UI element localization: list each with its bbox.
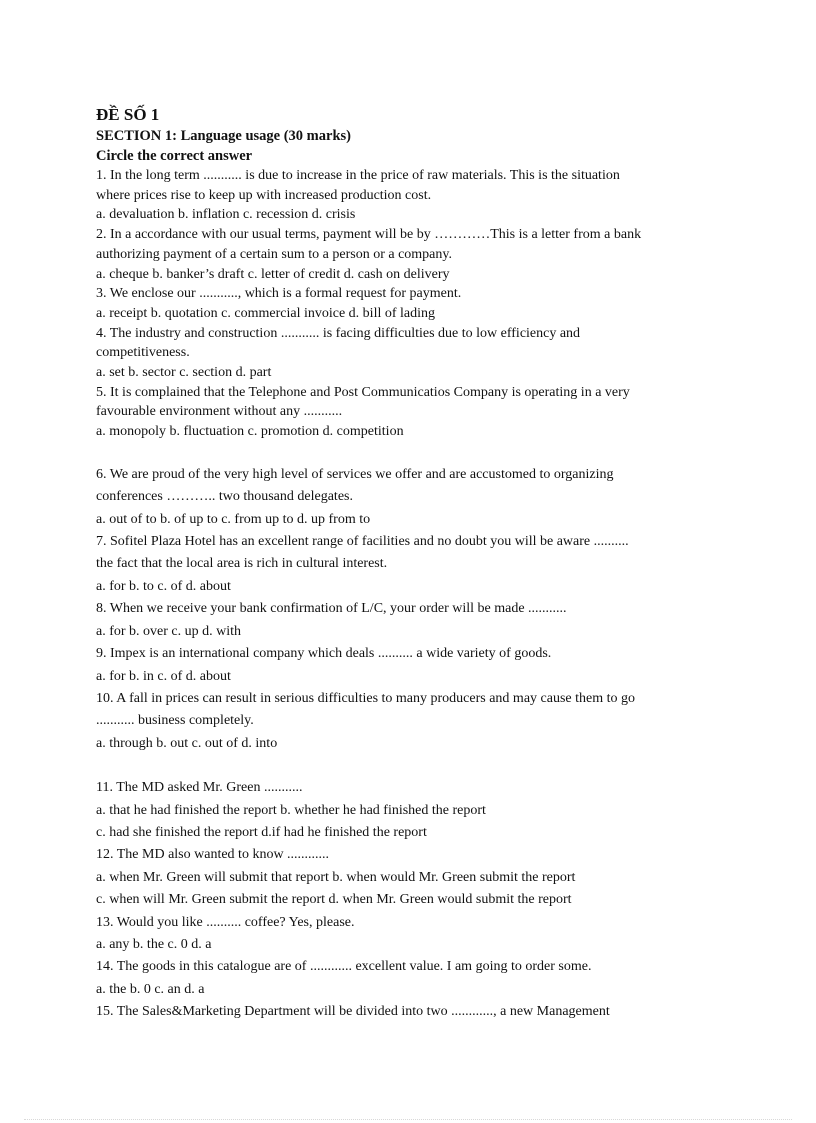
text-line: conferences ……….. two thousand delegates. <box>96 489 353 505</box>
text-line: authorizing payment of a certain sum to a person or a company. <box>96 246 452 262</box>
text-line: the fact that the local area is rich in cultural interest. <box>96 556 388 572</box>
answer-options: a. cheque b. banker’s draft c. letter of credit d. cash on delivery <box>96 266 450 282</box>
text-line: 10. A fall in prices can result in serious difficulties to many producers and may cause them to go <box>96 690 635 706</box>
section-heading: SECTION 1: Language usage (30 marks) <box>96 128 351 144</box>
blank-gap <box>96 755 726 777</box>
questions-6-10 <box>96 464 726 755</box>
answer-options: a. monopoly b. fluctuation c. promotion d. competition <box>96 424 404 440</box>
text-line: 8. When we receive your bank confirmation of L/C, your order will be made ........... <box>96 601 567 617</box>
text-line: 6. We are proud of the very high level of services we offer and are accustomed to organizing <box>96 466 614 482</box>
text-line: 9. Impex is an international company which deals .......... a wide variety of goods. <box>96 646 552 662</box>
answer-options: a. devaluation b. inflation c. recession d. crisis <box>96 207 356 223</box>
text-line: where prices rise to keep up with increased production cost. <box>96 187 432 203</box>
answer-options: a. the b. 0 c. an d. a <box>96 981 205 997</box>
text-line: 13. Would you like .......... coffee? Yes, please. <box>96 914 355 930</box>
answer-options: a. receipt b. quotation c. commercial invoice d. bill of lading <box>96 305 436 321</box>
answer-options: a. set b. sector c. section d. part <box>96 365 272 381</box>
answer-options: a. that he had finished the report b. whether he had finished the report <box>96 802 486 818</box>
text-line: competitiveness. <box>96 345 190 361</box>
text-line: 1. In the long term ........... is due to increase in the price of raw materials. This is the situation <box>96 168 620 183</box>
questions-1-5 <box>96 166 726 442</box>
answer-options: a. for b. over c. up d. with <box>96 623 242 639</box>
answer-options: a. out of to b. of up to c. from up to d. up from to <box>96 511 371 527</box>
answer-options: a. for b. in c. of d. about <box>96 668 231 684</box>
text-line: ........... business completely. <box>96 713 254 729</box>
text-line: 2. In a accordance with our usual terms, payment will be by …………This is a letter from a bank <box>96 227 642 243</box>
text-line: 5. It is complained that the Telephone and Post Communicatios Company is operating in a very <box>96 384 630 400</box>
blank-gap <box>96 442 726 464</box>
text-line: 14. The goods in this catalogue are of ............ excellent value. I am going to order some. <box>96 959 592 975</box>
text-line: 7. Sofitel Plaza Hotel has an excellent range of facilities and no doubt you will be aware .......... <box>96 534 629 550</box>
text-line: 12. The MD also wanted to know ............ <box>96 847 330 863</box>
page-border-line <box>24 1119 792 1120</box>
answer-options: a. any b. the c. 0 d. a <box>96 936 212 952</box>
text-line: 15. The Sales&Marketing Department will be divided into two ............, a new Management <box>96 1004 610 1020</box>
text-line: 3. We enclose our ..........., which is a formal request for payment. <box>96 286 462 302</box>
text-line: favourable environment without any ........... <box>96 404 343 420</box>
document-title: ĐỀ SỐ 1 <box>96 105 160 124</box>
answer-options: a. for b. to c. of d. about <box>96 578 231 594</box>
text-line: 4. The industry and construction ........... is facing difficulties due to low efficiency and <box>96 325 581 341</box>
answer-options: a. when Mr. Green will submit that report b. when would Mr. Green submit the report <box>96 869 576 885</box>
answer-options: a. through b. out c. out of d. into <box>96 735 278 751</box>
text-line: 11. The MD asked Mr. Green ........... <box>96 780 303 796</box>
instruction-text: Circle the correct answer <box>96 148 253 164</box>
document-page <box>96 104 726 1024</box>
answer-options: c. when will Mr. Green submit the report d. when Mr. Green would submit the report <box>96 892 572 908</box>
answer-options: c. had she finished the report d.if had he finished the report <box>96 824 427 840</box>
questions-11-15 <box>96 777 726 1023</box>
